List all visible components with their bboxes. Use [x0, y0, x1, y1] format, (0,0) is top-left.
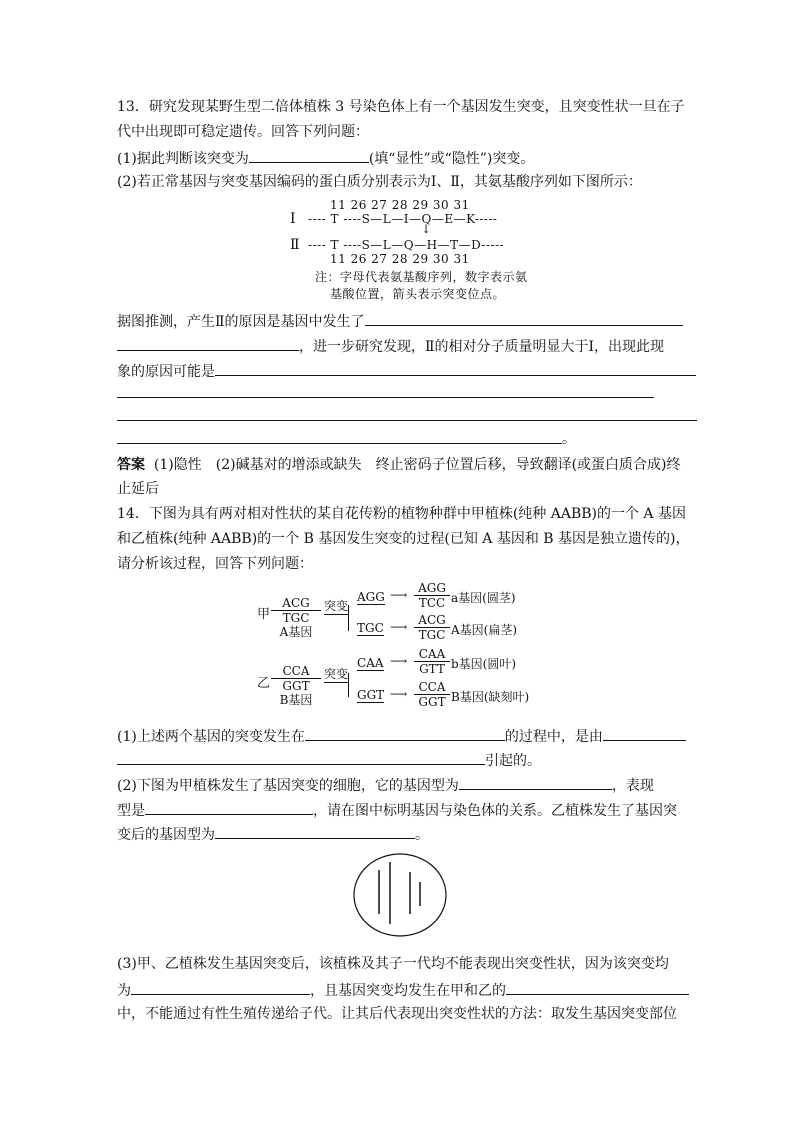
q14-part3-text2: 为 — [117, 983, 131, 999]
b1-label: b基因(圆叶) — [451, 657, 517, 671]
q14-part2-text4: ，请在图中标明基因与染色体的关系。乙植株发生了基因突 — [313, 803, 677, 819]
b2-gene: GGT — [357, 688, 385, 702]
mutation-site-arrow: ↓ — [421, 222, 432, 236]
b1-result — [414, 647, 450, 676]
q14-part2-line3 — [117, 824, 429, 844]
q14-part2-text6: 。 — [415, 827, 429, 843]
q13-part1-text: (1)据此判断该突变为 — [117, 151, 249, 167]
q14-part1-blank3[interactable] — [117, 750, 485, 765]
q14-part1-line2 — [117, 750, 541, 770]
q13-answer-period: 。 — [562, 431, 576, 447]
figure-row1-label: Ⅰ — [290, 211, 297, 227]
cell-outline — [354, 854, 446, 936]
yi-mutation-label: 突变 — [324, 667, 349, 681]
q14-part2-text3: 型是 — [117, 803, 145, 819]
q13-part3-text: 据图推测，产生Ⅱ的原因是基因中发生了 — [117, 314, 365, 330]
yi-gene-label: B基因 — [279, 693, 313, 707]
b2-result — [414, 680, 450, 709]
a1-result — [414, 581, 450, 610]
q13-part3-line2 — [117, 336, 664, 356]
b1-gene: CAA — [357, 656, 384, 670]
q13-part3 — [117, 311, 683, 331]
q14-title: 14．下图为具有两对相对性状的某自花传粉的植物种群中甲植株(纯种 AABB)的一个 A 基因 — [117, 506, 686, 522]
q13-answer — [117, 456, 681, 474]
q13-part3-blank1[interactable] — [365, 311, 683, 326]
jia-gene — [271, 596, 321, 639]
figure-bottom-numbers: 11 26 27 28 29 30 31 — [330, 252, 470, 266]
a1-result-top: AGG — [414, 581, 450, 596]
jia-gene-label: A基因 — [279, 625, 313, 639]
q13-part3-blank2[interactable] — [117, 336, 299, 351]
q13-answer-line-6[interactable] — [117, 443, 562, 444]
b1-result-bottom: GTT — [419, 662, 445, 676]
q14-part1-text: (1)上述两个基因的突变发生在 — [117, 729, 305, 745]
b1-arrow: ⟶ — [390, 654, 408, 668]
figure-note-2: 基酸位置，箭头表示突变位点。 — [330, 287, 506, 301]
q13-part1-text2: (填“显性”或“隐性”)突变。 — [368, 151, 535, 167]
figure-top-numbers: 11 26 27 28 29 30 31 — [330, 198, 470, 212]
q14-part2-line2 — [117, 800, 677, 820]
q13-part2: (2)若正常基因与突变基因编码的蛋白质分别表示为Ⅰ、Ⅱ，其氨基酸序列如下图所示： — [117, 174, 642, 190]
yi-label: 乙 — [257, 676, 271, 691]
cell-diagram[interactable] — [352, 852, 448, 938]
q14-part1-text2: 的过程中，是由 — [504, 729, 603, 745]
q14-part3: (3)甲、乙植株发生基因突变后，该植株及其子一代均不能表现出突变性状，因为该突变均 — [117, 956, 669, 972]
q14-part2-text2: ，表现 — [611, 778, 654, 794]
jia-gene-top: ACG — [271, 596, 321, 611]
q14-title-3: 请分析该过程，回答下列问题： — [117, 556, 313, 572]
q14-part2-blank3[interactable] — [215, 824, 415, 839]
q14-part3-line2 — [117, 980, 689, 1000]
q14-part3-blank1[interactable] — [131, 980, 310, 995]
q13-part3-blank3[interactable] — [215, 361, 696, 376]
a2-result — [414, 613, 450, 642]
q14-part3-line3: 中，不能通过有性生殖传递给子代。让其后代表现出突变性状的方法：取发生基因突变部位 — [117, 1006, 677, 1022]
b1-result-top: CAA — [414, 647, 450, 662]
yi-gene — [271, 664, 321, 707]
a2-result-top: ACG — [414, 613, 450, 628]
a2-result-bottom: TGC — [418, 628, 446, 642]
a2-label: A基因(扁茎) — [451, 623, 518, 637]
q13-title: 13．研究发现某野生型二倍体植株 3 号染色体上有一个基因发生突变，且突变性状一旦在子 — [117, 99, 685, 115]
q14-part2-text5: 变后的基因型为 — [117, 827, 215, 843]
yi-gene-top: CCA — [271, 664, 321, 679]
q13-answer-line-5[interactable] — [117, 420, 697, 421]
q13-part3-text2: ，进一步研究发现，Ⅱ的相对分子质量明显大于Ⅰ，出现此现 — [299, 339, 665, 355]
q13-part1-blank[interactable] — [249, 148, 369, 163]
q14-part3-blank2[interactable] — [506, 980, 689, 995]
a1-result-bottom: TCC — [418, 596, 446, 610]
q14-part1-blank1[interactable] — [305, 726, 505, 741]
q13-answer-line-4[interactable] — [117, 397, 654, 398]
yi-gene-bottom: GGT — [282, 679, 310, 693]
figure-row1-seq: ---- T ----S—L—I—Q—E—K----- — [308, 212, 498, 226]
figure-row2-label: Ⅱ — [290, 237, 301, 253]
jia-branch-line — [348, 605, 350, 631]
q13-title-cont: 代中出现即可稳定遗传。回答下列问题： — [117, 124, 369, 140]
q13-answer-cont: 止延后 — [117, 481, 159, 497]
a1-label: a基因(圆茎) — [451, 591, 516, 605]
jia-mutation-label: 突变 — [324, 599, 349, 613]
a1-gene: AGG — [357, 590, 385, 604]
q13-part3-text3: 象的原因可能是 — [117, 364, 215, 380]
b2-result-top: CCA — [414, 680, 450, 695]
q14-part3-text3: ，且基因突变均发生在甲和乙的 — [310, 983, 506, 999]
jia-label: 甲 — [257, 607, 271, 622]
a1-arrow: ⟶ — [390, 588, 408, 602]
q14-part1-text3: 引起的。 — [485, 753, 541, 769]
a2-arrow: ⟶ — [390, 620, 408, 634]
yi-branch-line — [348, 673, 350, 697]
q14-part2-blank2[interactable] — [145, 800, 313, 815]
q13-part1 — [117, 148, 534, 168]
a2-gene: TGC — [357, 621, 384, 635]
q14-part2-text: (2)下图为甲植株发生了基因突变的细胞，它的基因型为 — [117, 778, 459, 794]
b2-result-bottom: GGT — [418, 695, 446, 709]
q14-part2-blank1[interactable] — [459, 775, 612, 790]
b2-arrow: ⟶ — [390, 687, 408, 701]
figure-row2-seq: ---- T ----S—L—Q—H—T—D----- — [308, 238, 505, 252]
figure-note-1: 注：字母代表氨基酸序列，数字表示氨 — [315, 270, 528, 284]
answer-text: (1)隐性 (2)碱基对的增添或缺失 终止密码子位置后移，导致翻译(或蛋白质合成)终 — [153, 457, 681, 473]
q13-part3-line3 — [117, 361, 696, 381]
q14-part1-blank2[interactable] — [603, 726, 686, 741]
answer-label: 答案 — [117, 457, 145, 473]
jia-gene-bottom: TGC — [282, 611, 310, 625]
b2-label: B基因(缺刻叶) — [451, 690, 530, 704]
q14-title-2: 和乙植株(纯种 AABB)的一个 B 基因发生突变的过程(已知 A 基因和 B 基因是独立遗传的)， — [117, 531, 690, 547]
q14-part2 — [117, 775, 654, 795]
q14-part1 — [117, 726, 686, 746]
